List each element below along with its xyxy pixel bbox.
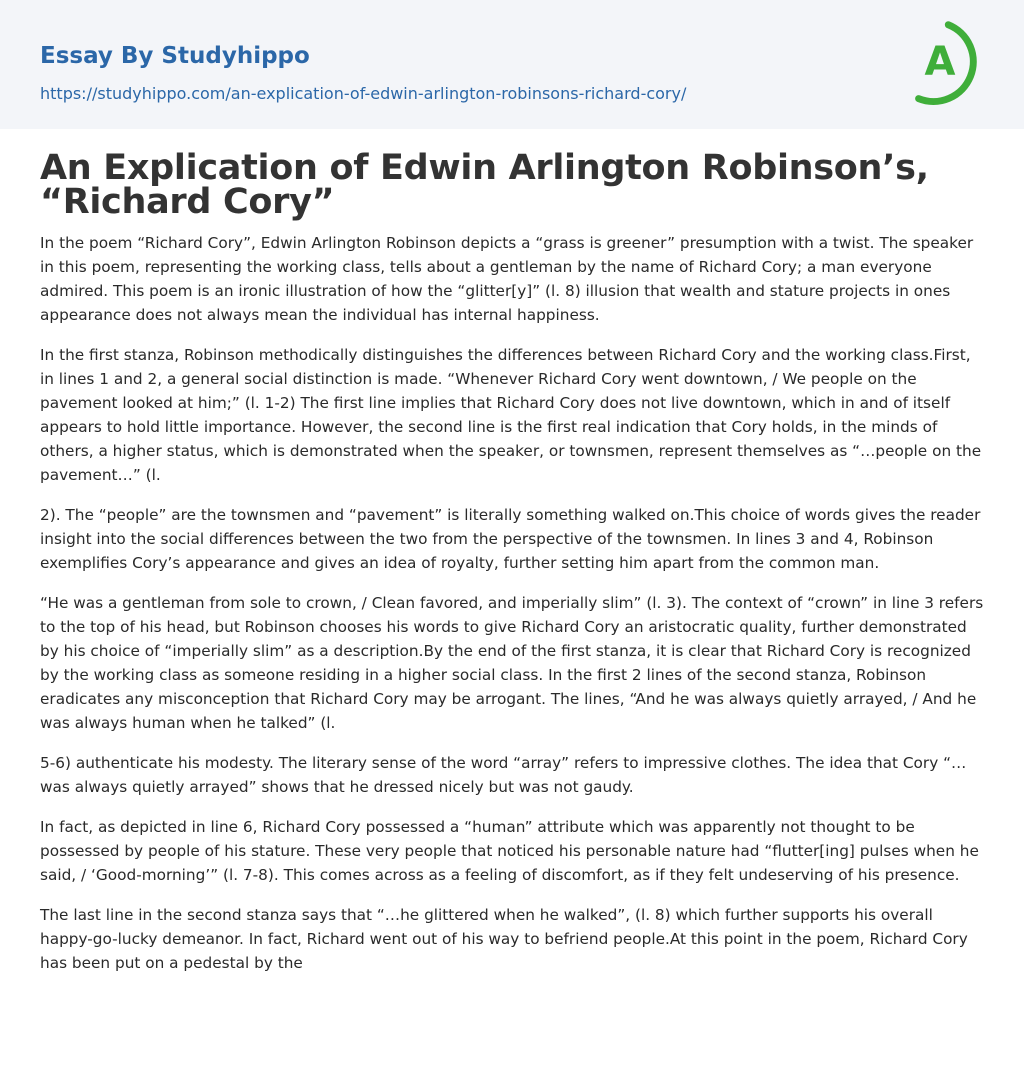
paragraph: 5-6) authenticate his modesty. The literary sense of the word “array” refers to impressive clothes. The idea that Cory “… was always quietly arrayed” shows that he dressed nicely but was not gaudy. [40,754,967,796]
page-url-link[interactable]: https://studyhippo.com/an-explication-of-edwin-arlington-robinsons-richard-cory/ [40,84,687,103]
studyhippo-logo-icon[interactable] [896,20,986,106]
paragraph: In the first stanza, Robinson methodically distinguishes the differences between Richard Cory and the working class.First, in lines 1 and 2, a general social distinction is made. “Whenever Richard Cory went downtown, / We people on the pavement looked at him;” (l. 1-2) The first line implies that Richard Cory does not live downtown, which in and of itself appears to hold little importance. However, the second line is the first real indication that Cory holds, in the minds of others, a higher status, which is demonstrated when the speaker, or townsmen, represent themselves as “…people on the pavement…” (l. [40,346,982,484]
paragraph: 2). The “people” are the townsmen and “pavement” is literally something walked on.This choice of words gives the reader insight into the social differences between the two from the perspective of the townsmen. In lines 3 and 4, Robinson exemplifies Cory’s appearance and gives an idea of royalty, further setting him apart from the common man. [40,506,981,572]
article-title: An Explication of Edwin Arlington Robinson’s, “Richard Cory” [40,148,929,222]
site-brand[interactable]: Essay By Studyhippo [40,43,310,69]
paragraph: “He was a gentleman from sole to crown, / Clean favored, and imperially slim” (l. 3). The context of “crown” in line 3 refers to the top of his head, but Robinson chooses his words to give Richard Cory an aristocratic quality, further demonstrated by his choice of “imperially slim” as a description.By the end of the first stanza, it is clear that Richard Cory is recognized by the working class as someone residing in a higher social class. In the first 2 lines of the second stanza, Robinson eradicates any misconception that Richard Cory may be arrogant. The lines, “And he was always quietly arrayed, / And he was always human when he talked” (l. [40,594,984,732]
paragraph: The last line in the second stanza says that “…he glittered when he walked”, (l. 8) which further supports his overall happy-go-lucky demeanor. In fact, Richard went out of his way to befriend people.At this point in the poem, Richard Cory has been put on a pedestal by the [40,906,968,972]
site-header [0,0,1024,129]
logo-letter: A [924,39,956,85]
article [0,129,1024,975]
paragraph: In fact, as depicted in line 6, Richard Cory possessed a “human” attribute which was apparently not thought to be possessed by people of his stature. These very people that noticed his personable nature had “flutter[ing] pulses when he said, / ‘Good-morning’” (l. 7-8). This comes across as a feeling of discomfort, as if they felt undeserving of his presence. [40,818,979,884]
article-body [40,231,984,975]
paragraph: In the poem “Richard Cory”, Edwin Arlington Robinson depicts a “grass is greener” presumption with a twist. The speaker in this poem, representing the working class, tells about a gentleman by the name of Richard Cory; a man everyone admired. This poem is an ironic illustration of how the “glitter[y]” (l. 8) illusion that wealth and stature projects in ones appearance does not always mean the individual has internal happiness. [40,234,974,324]
